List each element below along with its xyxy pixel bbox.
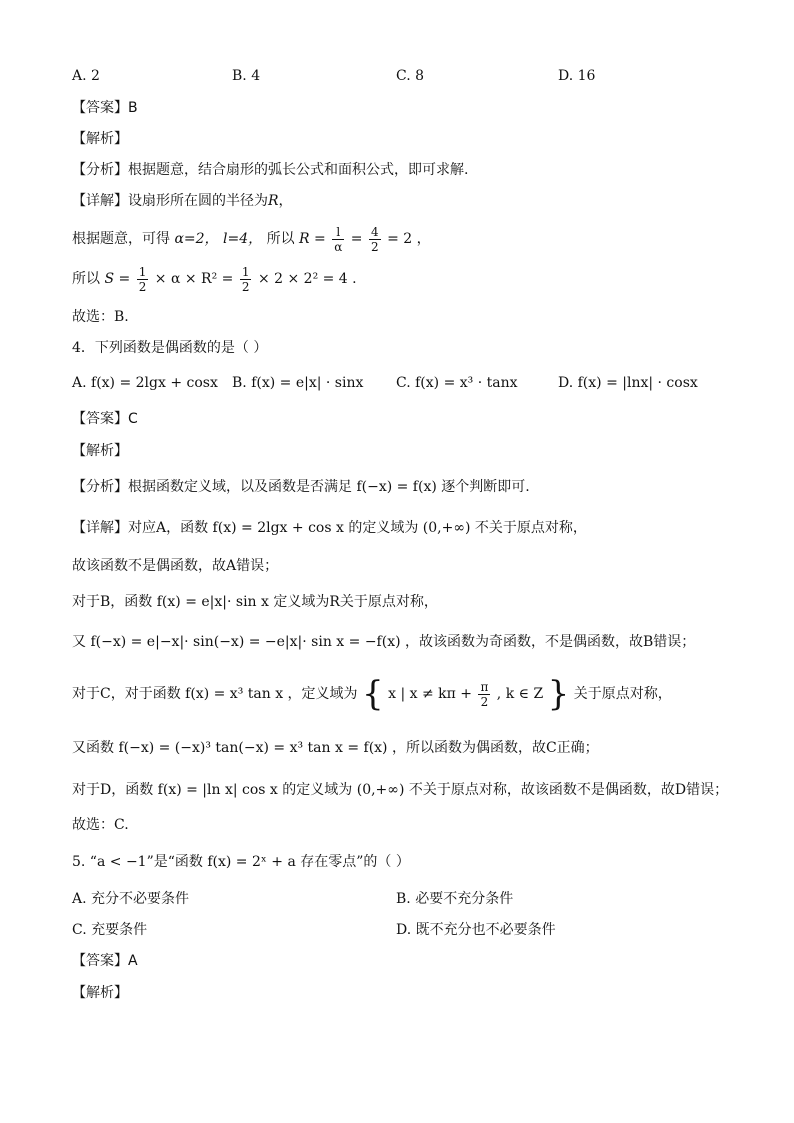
q4-detail-a2: 故该函数不是偶函数，故A错误； xyxy=(72,558,279,574)
q3-area-mid: × α × R² = xyxy=(154,271,234,287)
q5-option-c: C. 充要条件 xyxy=(72,922,148,938)
q3-detail xyxy=(72,191,293,211)
q3-option-d: D. 16 xyxy=(558,68,596,84)
q4-detail-b: 对于B，函数 f(x) = e|x|· sin x 定义域为R关于原点对称， xyxy=(72,594,438,610)
q3-given-r: R = xyxy=(299,231,326,247)
q3-given-line xyxy=(72,222,431,256)
q5-question: 5. “a < −1”是“函数 f(x) = 2ˣ + a 存在零点”的（ ） xyxy=(72,854,410,870)
q4-frac-pi: π xyxy=(480,679,489,694)
q3-frac1-den: α xyxy=(334,239,343,254)
q4-detail-c-pre: 对于C，对于函数 f(x) = x³ tan x ，定义域为 xyxy=(72,686,358,702)
q3-frac-half-1 xyxy=(137,265,149,294)
q4-detail-c-post: 关于原点对称， xyxy=(573,686,672,702)
left-brace-icon: { xyxy=(362,674,384,714)
q4-detail-c-set-a: x | x ≠ kπ + xyxy=(388,686,472,702)
q3-area-prefix: 所以 xyxy=(72,271,100,287)
q4-option-b: B. f(x) = e|x| · sinx xyxy=(232,375,364,391)
q3-frac4-den: 2 xyxy=(241,279,250,294)
q4-choose: 故选：C. xyxy=(72,817,129,833)
q3-detail-prefix: 【详解】设扇形所在圆的半径为 xyxy=(72,193,268,209)
q4-analysis: 【分析】根据函数定义域，以及函数是否满足 f(−x) = f(x) 逐个判断即可. xyxy=(72,479,530,495)
q3-analysis: 【分析】根据题意，结合扇形的弧长公式和面积公式，即可求解. xyxy=(72,162,469,178)
q3-given-mid: 所以 xyxy=(266,231,295,247)
q4-detail-b2: 又 f(−x) = e|−x|· sin(−x) = −e|x|· sin x = −f(x) ，故该函数为奇函数，不是偶函数，故B错误； xyxy=(72,634,696,650)
q3-detail-var: R xyxy=(268,193,279,209)
q3-choose: 故选：B. xyxy=(72,309,129,325)
q3-option-b: B. 4 xyxy=(232,68,261,84)
q4-detail-c2: 又函数 f(−x) = (−x)³ tan(−x) = x³ tan x = f(x) ，所以函数为偶函数，故C正确； xyxy=(72,740,599,756)
q4-frac-two: 2 xyxy=(480,694,489,709)
q3-given-l: l=4， xyxy=(223,231,263,247)
q3-detail-suffix: ， xyxy=(278,193,293,209)
q4-option-d: D. f(x) = |lnx| · cosx xyxy=(558,375,698,391)
q3-frac3-num: 1 xyxy=(138,264,147,279)
q3-frac2-num: 4 xyxy=(370,224,379,239)
q4-option-c: C. f(x) = x³ · tanx xyxy=(396,375,518,391)
q4-frac-pi-2 xyxy=(478,680,490,709)
q5-option-b: B. 必要不充分条件 xyxy=(396,891,514,907)
q3-frac-4-2 xyxy=(369,225,381,254)
q3-frac-half-2 xyxy=(240,265,252,294)
q3-answer: 【答案】B xyxy=(72,100,138,116)
q4-detail-a: 【详解】对应A，函数 f(x) = 2lgx + cos x 的定义域为 (0,+∞) 不关于原点对称， xyxy=(72,520,587,536)
q3-area-line xyxy=(72,262,357,296)
q3-option-c: C. 8 xyxy=(396,68,425,84)
q3-option-a: A. 2 xyxy=(72,68,100,84)
q5-option-d: D. 既不充分也不必要条件 xyxy=(396,922,556,938)
q3-frac2-den: 2 xyxy=(370,239,379,254)
q3-eq1: = xyxy=(350,231,363,247)
q5-answer: 【答案】A xyxy=(72,953,138,969)
right-brace-icon: } xyxy=(547,674,570,714)
q3-area-s: S = xyxy=(104,271,131,287)
q3-frac4-num: 1 xyxy=(241,264,250,279)
q4-jiexi: 【解析】 xyxy=(72,443,128,459)
q3-eq1-end: = 2 ， xyxy=(387,231,431,247)
q3-given-alpha: α=2， xyxy=(174,231,219,247)
q3-frac1-num: l xyxy=(332,225,344,240)
q3-frac3-den: 2 xyxy=(138,279,147,294)
q5-option-a: A. 充分不必要条件 xyxy=(72,891,190,907)
q4-answer: 【答案】C xyxy=(72,411,138,427)
q4-detail-d: 对于D，函数 f(x) = |ln x| cos x 的定义域为 (0,+∞) 不关于原点对称，故该函数不是偶函数，故D错误； xyxy=(72,782,729,798)
q3-frac-l-alpha xyxy=(332,225,344,254)
q3-area-end: × 2 × 2² = 4 . xyxy=(257,271,357,287)
q5-jiexi: 【解析】 xyxy=(72,985,128,1001)
q4-option-a: A. f(x) = 2lgx + cosx xyxy=(72,375,218,391)
q4-detail-c xyxy=(72,674,672,714)
q3-given-prefix: 根据题意，可得 xyxy=(72,231,170,247)
q3-jiexi: 【解析】 xyxy=(72,131,128,147)
q4-question: 4．下列函数是偶函数的是（ ） xyxy=(72,340,268,356)
q4-detail-c-set-b: , k ∈ Z xyxy=(496,686,544,702)
